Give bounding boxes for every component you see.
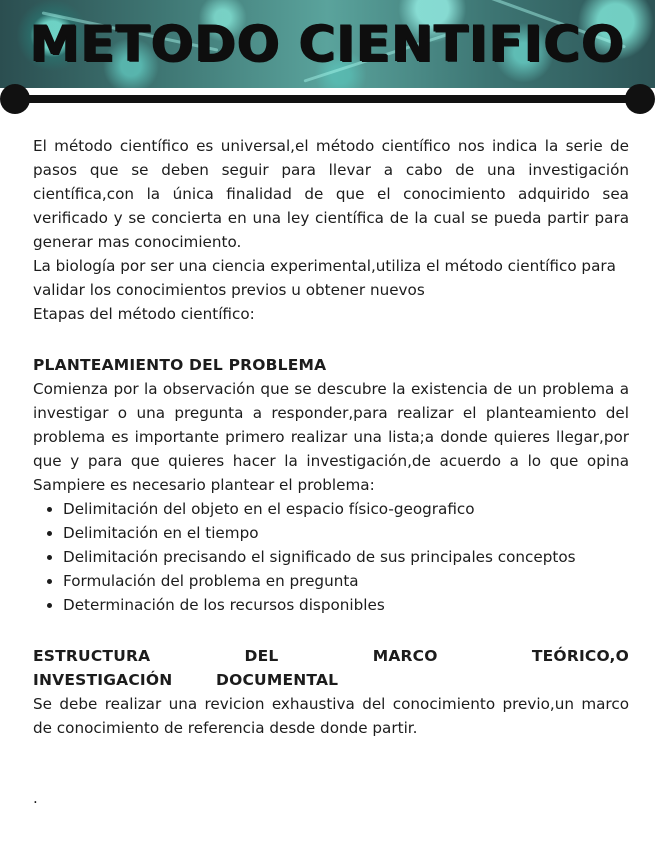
document-body [33,134,629,740]
divider-left-dot [0,84,30,114]
footer-mark: . [33,789,38,807]
header-divider [12,95,643,103]
header-banner [0,0,655,88]
intro-paragraph-2: La biología por ser una ciencia experimental,utiliza el método científico para validar los conocimientos previos u obtener nuevos [33,257,616,299]
list-item: • Determinación de los recursos disponibles [63,593,629,617]
list-item: • Formulación del problema en pregunta [63,569,629,593]
bullet-list [33,497,629,617]
page-title: METODO CIENTIFICO [30,15,625,73]
intro-paragraph-1: El método científico es universal,el método científico nos indica la serie de pasos que se deben seguir para llevar a cabo de una investigación científica,con la única finalidad de que el conocimiento adquirido sea verificado y se concierta en una ley científica de la cual se pueda partir para generar mas conocimiento. [33,137,629,251]
list-item: • Delimitación del objeto en el espacio físico-geografico [63,497,629,521]
section-heading-problem: PLANTEAMIENTO DEL PROBLEMA [33,356,327,374]
section-body-problem: Comienza por la observación que se descubre la existencia de un problema a investigar o una pregunta a responder,para realizar el planteamiento del problema es importante primero realizar una lista;a donde quieres llegar,por que y para que quieres hacer la investigación,de acuerdo a lo que opina Sampiere es necesario plantear el problema: [33,380,629,494]
list-item: • Delimitación precisando el significado de sus principales conceptos [63,545,629,569]
section-body-framework: Se debe realizar una revicion exhaustiva del conocimiento previo,un marco de conocimiento de referencia desde donde partir. [33,695,629,737]
list-item: • Delimitación en el tiempo [63,521,629,545]
divider-right-dot [625,84,655,114]
section-heading-framework: ESTRUCTURA DEL MARCO TEÓRICO,O INVESTIGACIÓN DOCUMENTAL [33,647,629,689]
intro-paragraph-3: Etapas del método científico: [33,305,255,323]
